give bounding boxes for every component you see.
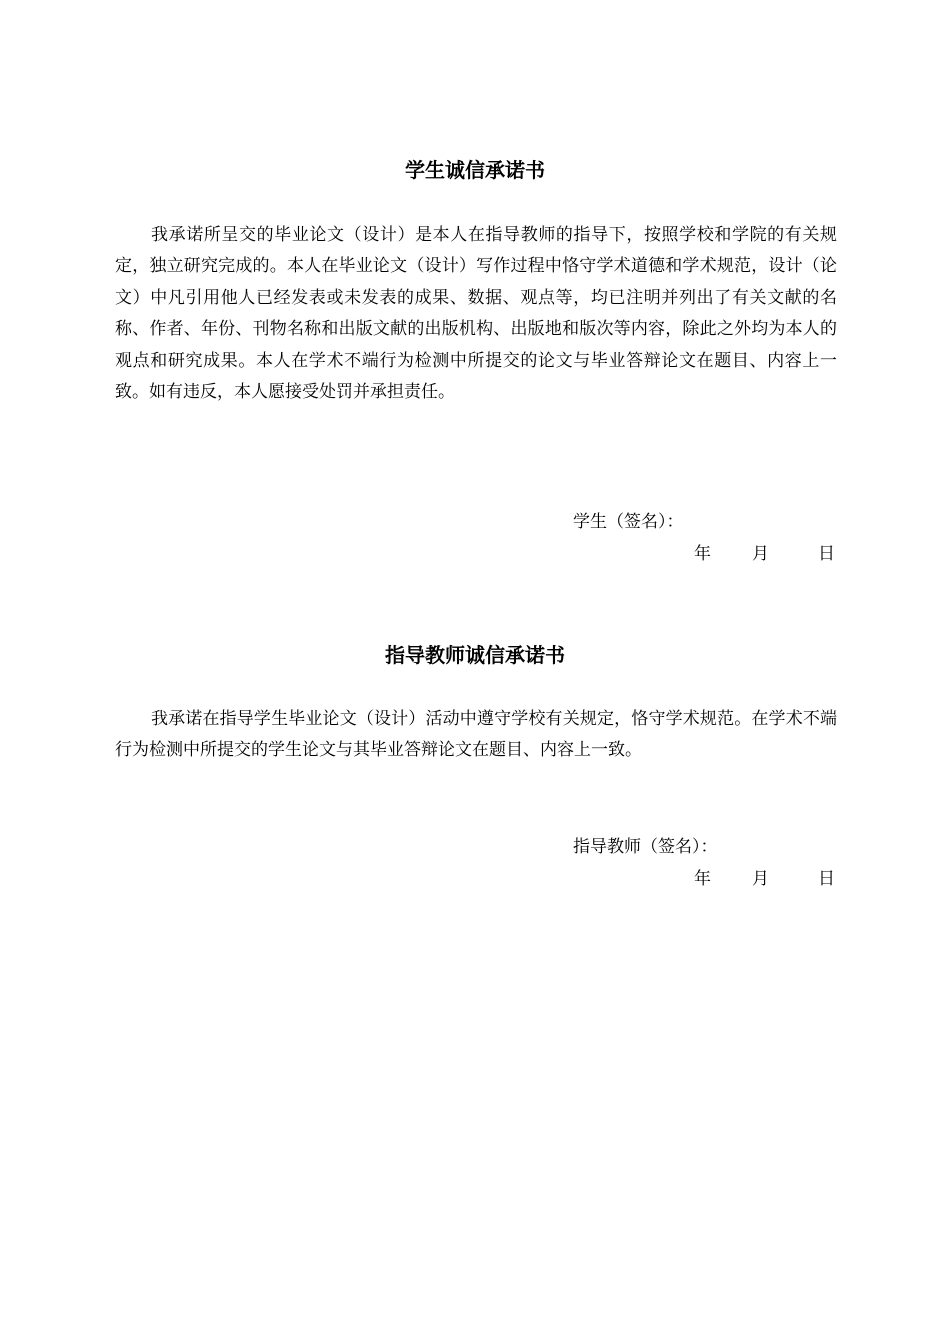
student-signature-label: 学生（签名）： <box>573 512 684 532</box>
student-date-line <box>694 542 838 566</box>
student-pledge-body: 我承诺所呈交的毕业论文（设计）是本人在指导教师的指导下，按照学校和学院的有关规定，独立研究完成的。本人在毕业论文（设计）写作过程中恪守学术道德和学术规范，设计（论文）中凡引用他人已经发表或未发表的成果、数据、观点等，均已注明并列出了有关文献的名称、作者、年份、刊物名称和出版文献的出版机构、出版地和版次等内容，除此之外均为本人的观点和研究成果。本人在学术不端行为检测中所提交的论文与毕业答辩论文在题目、内容上一致。如有违反，本人愿接受处罚并承担责任。 <box>115 225 837 403</box>
advisor-signature-label: 指导教师（签名）： <box>573 837 718 857</box>
advisor-date-day: 日 <box>818 869 835 889</box>
student-date-day: 日 <box>818 544 835 564</box>
advisor-pledge-title: 指导教师诚信承诺书 <box>385 643 565 667</box>
advisor-date-line <box>694 867 838 891</box>
student-date-year: 年 <box>694 544 711 564</box>
advisor-date-year: 年 <box>694 869 711 889</box>
advisor-date-month: 月 <box>752 869 769 889</box>
advisor-pledge-body: 我承诺在指导学生毕业论文（设计）活动中遵守学校有关规定，恪守学术规范。在学术不端行为检测中所提交的学生论文与其毕业答辩论文在题目、内容上一致。 <box>115 709 837 761</box>
student-pledge-title: 学生诚信承诺书 <box>405 158 545 182</box>
student-date-month: 月 <box>752 544 769 564</box>
